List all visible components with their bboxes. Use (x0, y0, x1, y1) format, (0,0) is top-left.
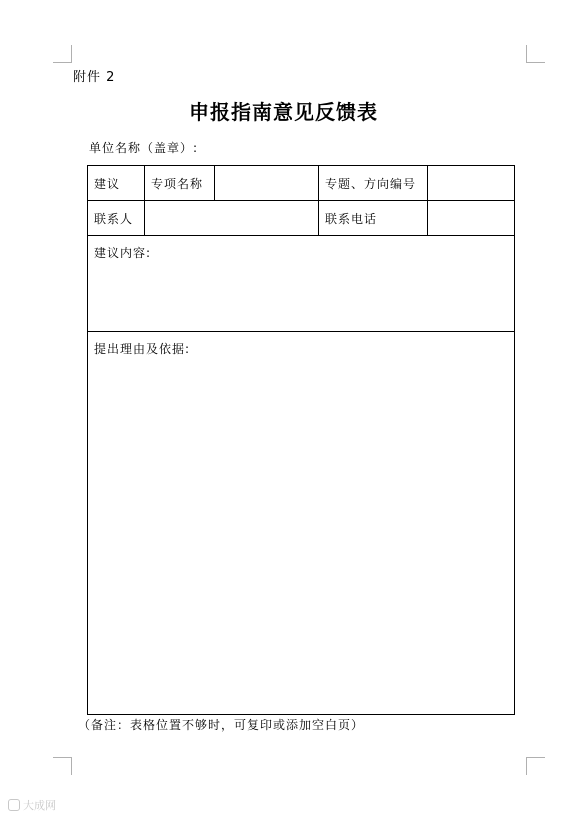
crop-mark (71, 45, 72, 63)
watermark (8, 797, 56, 813)
reason-basis-field[interactable] (88, 332, 515, 715)
crop-mark (526, 45, 527, 63)
contact-phone-field[interactable] (428, 201, 515, 236)
topic-direction-code-field[interactable] (428, 166, 515, 201)
contact-person-field[interactable] (145, 201, 319, 236)
feedback-form-table (87, 165, 515, 715)
footnote: （备注：表格位置不够时，可复印或添加空白页） (78, 718, 365, 732)
table-row (88, 201, 515, 236)
topic-name-field[interactable] (215, 166, 319, 201)
unit-name-label: 单位名称（盖章）: (89, 141, 199, 155)
crop-mark (527, 62, 545, 63)
watermark-text: 大成网 (23, 799, 56, 812)
crop-mark (527, 757, 545, 758)
crop-mark (53, 757, 71, 758)
suggestion-label: 建议 (88, 166, 145, 201)
contact-phone-label: 联系电话 (319, 201, 428, 236)
suggestion-content-field[interactable] (88, 236, 515, 332)
crop-mark (526, 757, 527, 775)
attachment-label: 附件 2 (73, 70, 116, 85)
crop-mark (53, 62, 71, 63)
suggestion-content-label: 建议内容: (94, 246, 152, 260)
topic-direction-code-label: 专题、方向编号 (319, 166, 428, 201)
page-title: 申报指南意见反馈表 (189, 100, 378, 124)
reason-basis-label: 提出理由及依据: (94, 342, 191, 356)
table-row (88, 166, 515, 201)
topic-name-label: 专项名称 (145, 166, 215, 201)
watermark-logo-icon (8, 799, 20, 811)
contact-person-label: 联系人 (88, 201, 145, 236)
table-row (88, 332, 515, 715)
table-row (88, 236, 515, 332)
crop-mark (71, 757, 72, 775)
